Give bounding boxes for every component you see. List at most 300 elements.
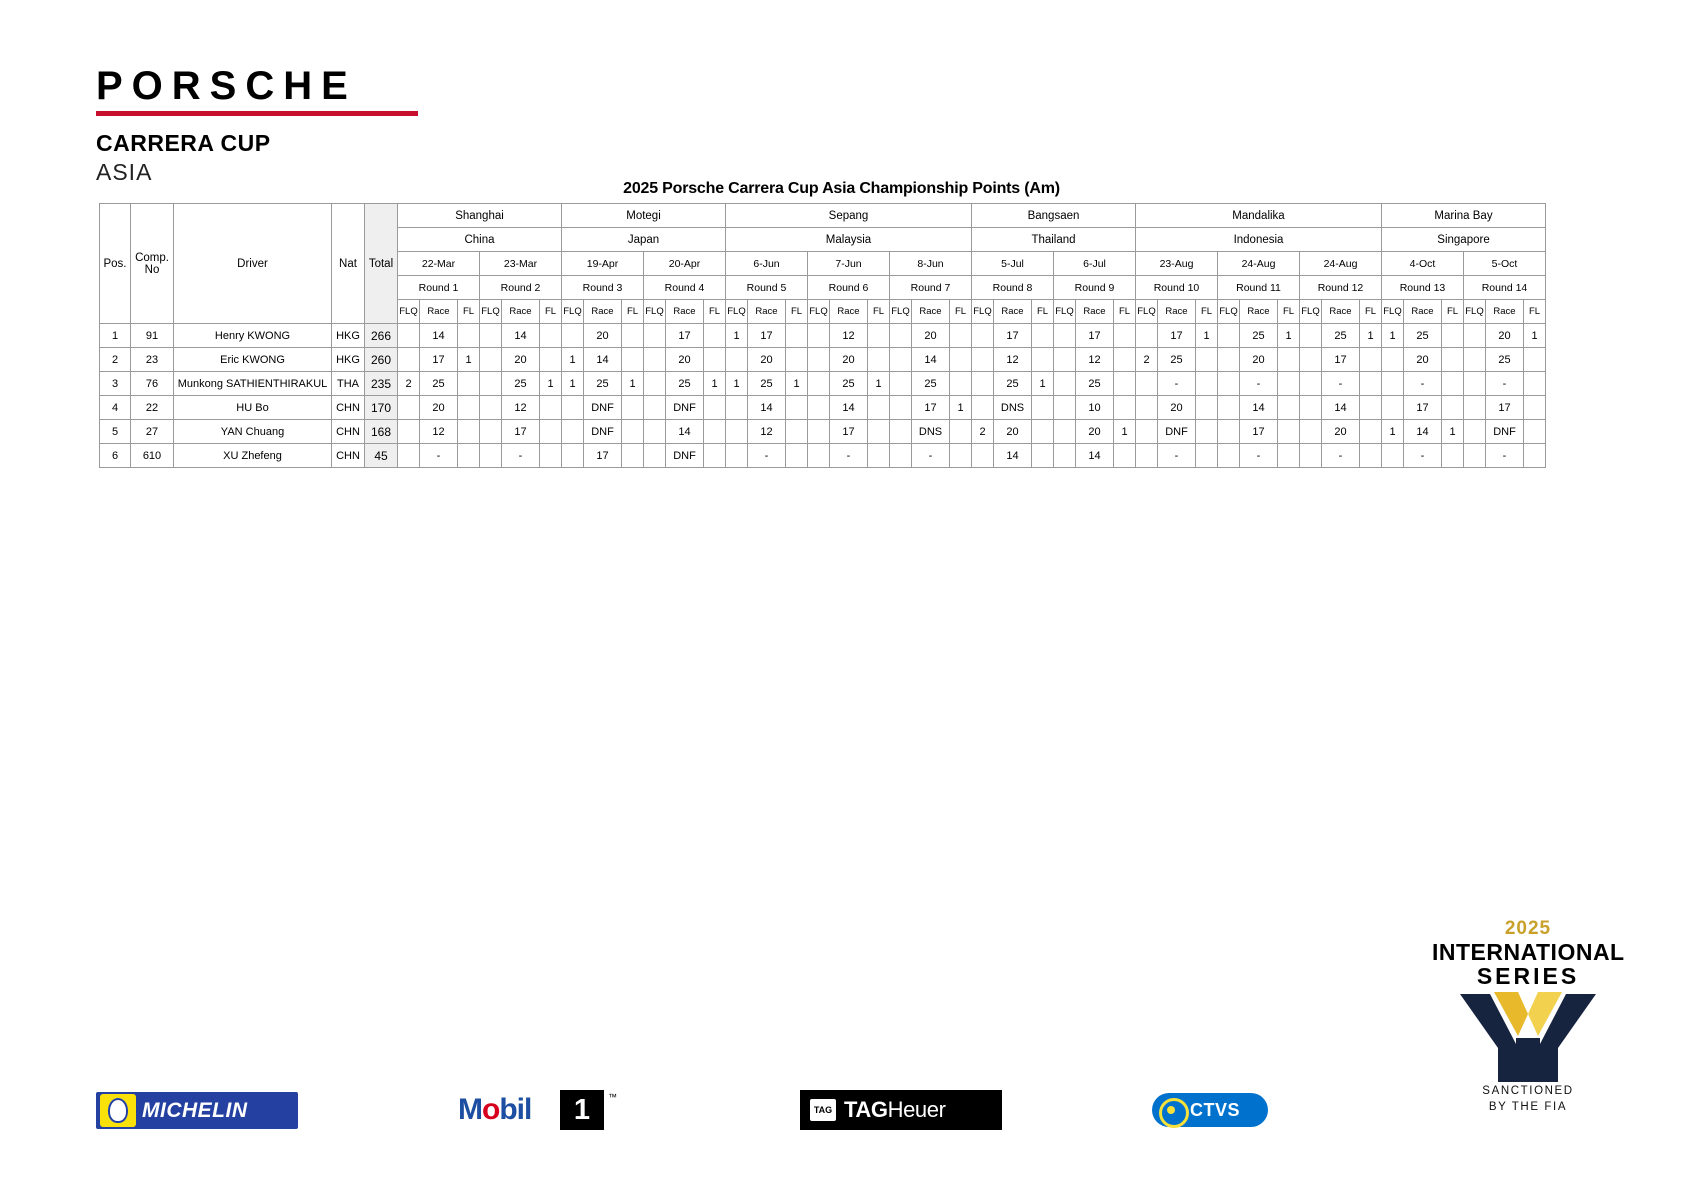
header-round-r10: Round 10 <box>1136 276 1218 300</box>
cell-flq-r10 <box>1136 396 1158 420</box>
porsche-brand-block <box>96 66 436 186</box>
table-row <box>100 324 1546 348</box>
cell-driver: YAN Chuang <box>174 420 332 444</box>
cell-race-r6: 12 <box>830 324 868 348</box>
cell-fl-r6 <box>868 348 890 372</box>
cell-flq-r5: 1 <box>726 324 748 348</box>
mobil-letter-m: M <box>458 1093 482 1126</box>
badge-sanction-line2: BY THE FIA <box>1488 1100 1568 1113</box>
header-race-r3: Race <box>584 300 622 324</box>
porsche-red-rule <box>96 111 418 116</box>
cell-fl-r12 <box>1360 348 1382 372</box>
cell-flq-r9 <box>1054 372 1076 396</box>
tagheuer-shield-icon: TAG <box>810 1099 836 1121</box>
cell-fl-r14 <box>1524 444 1546 468</box>
header-flq-r9: FLQ <box>1054 300 1076 324</box>
cell-fl-r10 <box>1196 372 1218 396</box>
cell-race-r7: 17 <box>912 396 950 420</box>
cell-race-r8: 20 <box>994 420 1032 444</box>
cell-fl-r10: 1 <box>1196 324 1218 348</box>
cell-race-r10: - <box>1158 372 1196 396</box>
cell-race-r5: - <box>748 444 786 468</box>
cell-fl-r9 <box>1114 324 1136 348</box>
header-country-1: China <box>398 228 562 252</box>
header-round-r3: Round 3 <box>562 276 644 300</box>
cell-race-r14: - <box>1486 444 1524 468</box>
tagheuer-wordmark-heuer: Heuer <box>887 1097 946 1122</box>
cell-flq-r2 <box>480 324 502 348</box>
cell-fl-r5 <box>786 348 808 372</box>
cell-race-r6: 25 <box>830 372 868 396</box>
cell-fl-r8 <box>1032 396 1054 420</box>
cell-flq-r11 <box>1218 444 1240 468</box>
cell-flq-r13 <box>1382 348 1404 372</box>
cell-flq-r13 <box>1382 396 1404 420</box>
header-race-r7: Race <box>912 300 950 324</box>
cell-fl-r14 <box>1524 396 1546 420</box>
cell-flq-r6 <box>808 372 830 396</box>
cell-flq-r2 <box>480 396 502 420</box>
header-race-r9: Race <box>1076 300 1114 324</box>
header-flq-r5: FLQ <box>726 300 748 324</box>
cell-flq-r3 <box>562 420 584 444</box>
cell-race-r11: - <box>1240 372 1278 396</box>
cell-flq-r14 <box>1464 324 1486 348</box>
cell-flq-r6 <box>808 420 830 444</box>
cell-race-r14: 20 <box>1486 324 1524 348</box>
cell-position: 3 <box>100 372 131 396</box>
series-name-line1: CARRERA CUP <box>96 130 271 156</box>
cell-flq-r4 <box>644 324 666 348</box>
cell-race-r12: - <box>1322 444 1360 468</box>
cell-fl-r8 <box>1032 420 1054 444</box>
cell-fl-r6 <box>868 444 890 468</box>
cell-fl-r1: 1 <box>458 348 480 372</box>
cell-race-r11: - <box>1240 444 1278 468</box>
cell-fl-r4 <box>704 348 726 372</box>
header-race-r1: Race <box>420 300 458 324</box>
cell-flq-r14 <box>1464 396 1486 420</box>
cell-fl-r13: 1 <box>1442 420 1464 444</box>
header-flq-r6: FLQ <box>808 300 830 324</box>
cell-flq-r1 <box>398 420 420 444</box>
ctvs-logo <box>1152 1093 1268 1127</box>
cell-driver: HU Bo <box>174 396 332 420</box>
cell-race-r13: 14 <box>1404 420 1442 444</box>
badge-graphic <box>1432 992 1624 1084</box>
cell-flq-r8 <box>972 372 994 396</box>
cell-fl-r7: 1 <box>950 396 972 420</box>
cell-fl-r12 <box>1360 420 1382 444</box>
cell-race-r13: - <box>1404 444 1442 468</box>
cell-race-r5: 14 <box>748 396 786 420</box>
cell-flq-r11 <box>1218 372 1240 396</box>
header-comp-no-line1: Comp. <box>135 251 169 264</box>
cell-race-r12: 17 <box>1322 348 1360 372</box>
cell-race-r3: DNF <box>584 420 622 444</box>
tagheuer-wordmark <box>844 1097 946 1123</box>
cell-flq-r7 <box>890 372 912 396</box>
cell-fl-r7 <box>950 420 972 444</box>
header-country-5: Indonesia <box>1136 228 1382 252</box>
header-driver: Driver <box>174 204 332 324</box>
header-pos: Pos. <box>100 204 131 324</box>
cell-race-r1: 25 <box>420 372 458 396</box>
cell-flq-r3 <box>562 444 584 468</box>
cell-fl-r12 <box>1360 396 1382 420</box>
cell-total: 260 <box>365 348 398 372</box>
cell-nationality: HKG <box>332 324 365 348</box>
badge-international-label: INTERNATIONAL <box>1432 939 1625 965</box>
cell-race-r4: DNF <box>666 396 704 420</box>
header-fl-r5: FL <box>786 300 808 324</box>
cell-fl-r6 <box>868 396 890 420</box>
cell-race-r8: 12 <box>994 348 1032 372</box>
cell-flq-r10 <box>1136 372 1158 396</box>
tagheuer-wordmark-tag: TAG <box>844 1097 888 1122</box>
header-date-r11: 24-Aug <box>1218 252 1300 276</box>
cell-fl-r9 <box>1114 444 1136 468</box>
cell-race-r10: 25 <box>1158 348 1196 372</box>
cell-race-r4: 14 <box>666 420 704 444</box>
cell-fl-r5 <box>786 396 808 420</box>
cell-flq-r7 <box>890 420 912 444</box>
header-race-r2: Race <box>502 300 540 324</box>
header-race-r12: Race <box>1322 300 1360 324</box>
cell-race-r2: 12 <box>502 396 540 420</box>
michelin-wordmark: MICHELIN <box>142 1099 248 1122</box>
cell-fl-r7 <box>950 444 972 468</box>
cell-race-r9: 14 <box>1076 444 1114 468</box>
cell-fl-r2 <box>540 348 562 372</box>
cell-driver: Eric KWONG <box>174 348 332 372</box>
header-venue-1: Shanghai <box>398 204 562 228</box>
cell-fl-r3: 1 <box>622 372 644 396</box>
cell-flq-r6 <box>808 324 830 348</box>
header-race-r11: Race <box>1240 300 1278 324</box>
cell-fl-r8 <box>1032 324 1054 348</box>
cell-fl-r8 <box>1032 348 1054 372</box>
badge-wings-icon <box>1432 992 1624 1084</box>
cell-position: 6 <box>100 444 131 468</box>
cell-fl-r1 <box>458 420 480 444</box>
header-race-r6: Race <box>830 300 868 324</box>
ctvs-ring-icon <box>1159 1098 1189 1128</box>
header-fl-r1: FL <box>458 300 480 324</box>
cell-race-r1: 14 <box>420 324 458 348</box>
cell-fl-r3 <box>622 348 644 372</box>
header-venue-5: Mandalika <box>1136 204 1382 228</box>
mobil1-logo <box>458 1090 636 1132</box>
cell-flq-r8 <box>972 348 994 372</box>
cell-flq-r14 <box>1464 420 1486 444</box>
header-country-2: Japan <box>562 228 726 252</box>
cell-flq-r12 <box>1300 420 1322 444</box>
cell-fl-r12: 1 <box>1360 324 1382 348</box>
header-date-r8: 5-Jul <box>972 252 1054 276</box>
header-venue-2: Motegi <box>562 204 726 228</box>
cell-comp-no: 76 <box>131 372 174 396</box>
cell-nationality: CHN <box>332 396 365 420</box>
cell-race-r7: DNS <box>912 420 950 444</box>
cell-flq-r8 <box>972 324 994 348</box>
cell-fl-r11 <box>1278 444 1300 468</box>
page-title-text: 2025 Porsche Carrera Cup Asia Championship Points (Am) <box>623 180 1060 197</box>
cell-flq-r7 <box>890 324 912 348</box>
cell-race-r11: 14 <box>1240 396 1278 420</box>
cell-race-r10: - <box>1158 444 1196 468</box>
header-race-r4: Race <box>666 300 704 324</box>
cell-flq-r14 <box>1464 444 1486 468</box>
header-fl-r14: FL <box>1524 300 1546 324</box>
cell-race-r7: 14 <box>912 348 950 372</box>
badge-year: 2025 <box>1504 918 1552 939</box>
cell-fl-r11: 1 <box>1278 324 1300 348</box>
cell-race-r14: DNF <box>1486 420 1524 444</box>
cell-flq-r4 <box>644 420 666 444</box>
cell-nationality: CHN <box>332 444 365 468</box>
cell-race-r7: 25 <box>912 372 950 396</box>
mobil-wordmark <box>458 1093 531 1127</box>
cell-race-r1: 17 <box>420 348 458 372</box>
cell-flq-r4 <box>644 372 666 396</box>
cell-fl-r12 <box>1360 444 1382 468</box>
header-round-r4: Round 4 <box>644 276 726 300</box>
cell-comp-no: 610 <box>131 444 174 468</box>
cell-position: 5 <box>100 420 131 444</box>
cell-fl-r5 <box>786 420 808 444</box>
header-round-r5: Round 5 <box>726 276 808 300</box>
cell-race-r12: - <box>1322 372 1360 396</box>
cell-fl-r14 <box>1524 372 1546 396</box>
series-name-line2: ASIA <box>96 159 153 185</box>
cell-race-r9: 25 <box>1076 372 1114 396</box>
cell-race-r4: 20 <box>666 348 704 372</box>
tagheuer-logo <box>800 1090 1002 1130</box>
cell-flq-r10 <box>1136 324 1158 348</box>
cell-flq-r3: 1 <box>562 372 584 396</box>
cell-fl-r2 <box>540 324 562 348</box>
cell-race-r3: 14 <box>584 348 622 372</box>
cell-flq-r1 <box>398 324 420 348</box>
cell-fl-r11 <box>1278 396 1300 420</box>
cell-fl-r2: 1 <box>540 372 562 396</box>
cell-race-r5: 25 <box>748 372 786 396</box>
cell-fl-r4 <box>704 420 726 444</box>
cell-flq-r3 <box>562 324 584 348</box>
cell-flq-r8: 2 <box>972 420 994 444</box>
header-race-r8: Race <box>994 300 1032 324</box>
cell-flq-r12 <box>1300 372 1322 396</box>
cell-fl-r1 <box>458 372 480 396</box>
header-fl-r9: FL <box>1114 300 1136 324</box>
cell-flq-r11 <box>1218 420 1240 444</box>
header-flq-r14: FLQ <box>1464 300 1486 324</box>
table-row <box>100 372 1546 396</box>
cell-fl-r2 <box>540 444 562 468</box>
cell-flq-r1 <box>398 348 420 372</box>
cell-flq-r10 <box>1136 420 1158 444</box>
cell-flq-r5: 1 <box>726 372 748 396</box>
cell-fl-r8 <box>1032 444 1054 468</box>
cell-race-r11: 17 <box>1240 420 1278 444</box>
cell-flq-r9 <box>1054 348 1076 372</box>
standings-table <box>99 203 1546 468</box>
cell-fl-r13 <box>1442 396 1464 420</box>
header-flq-r10: FLQ <box>1136 300 1158 324</box>
cell-race-r8: 25 <box>994 372 1032 396</box>
header-date-r9: 6-Jul <box>1054 252 1136 276</box>
header-flq-r7: FLQ <box>890 300 912 324</box>
cell-nationality: CHN <box>332 420 365 444</box>
cell-race-r8: 14 <box>994 444 1032 468</box>
cell-flq-r7 <box>890 396 912 420</box>
cell-fl-r9 <box>1114 396 1136 420</box>
header-date-r13: 4-Oct <box>1382 252 1464 276</box>
header-fl-r12: FL <box>1360 300 1382 324</box>
mobil-letter-o: o <box>482 1093 500 1126</box>
header-date-r2: 23-Mar <box>480 252 562 276</box>
cell-flq-r1: 2 <box>398 372 420 396</box>
header-race-r13: Race <box>1404 300 1442 324</box>
cell-flq-r9 <box>1054 444 1076 468</box>
header-venue-6: Marina Bay <box>1382 204 1546 228</box>
header-flq-r3: FLQ <box>562 300 584 324</box>
cell-fl-r3 <box>622 444 644 468</box>
cell-fl-r4 <box>704 396 726 420</box>
cell-flq-r12 <box>1300 324 1322 348</box>
header-round-r11: Round 11 <box>1218 276 1300 300</box>
header-round-r6: Round 6 <box>808 276 890 300</box>
cell-flq-r10: 2 <box>1136 348 1158 372</box>
cell-race-r3: DNF <box>584 396 622 420</box>
header-date-r5: 6-Jun <box>726 252 808 276</box>
cell-flq-r9 <box>1054 420 1076 444</box>
cell-race-r3: 17 <box>584 444 622 468</box>
cell-race-r14: 17 <box>1486 396 1524 420</box>
cell-race-r13: 20 <box>1404 348 1442 372</box>
table-row <box>100 348 1546 372</box>
cell-flq-r13 <box>1382 444 1404 468</box>
porsche-wordmark: PORSCHE <box>96 64 357 108</box>
header-flq-r12: FLQ <box>1300 300 1322 324</box>
cell-flq-r2 <box>480 372 502 396</box>
cell-flq-r2 <box>480 348 502 372</box>
cell-flq-r3: 1 <box>562 348 584 372</box>
cell-fl-r13 <box>1442 444 1464 468</box>
header-race-r5: Race <box>748 300 786 324</box>
cell-fl-r2 <box>540 396 562 420</box>
cell-driver: Henry KWONG <box>174 324 332 348</box>
table-header <box>100 204 1546 324</box>
cell-flq-r12 <box>1300 396 1322 420</box>
header-round-r7: Round 7 <box>890 276 972 300</box>
cell-flq-r13: 1 <box>1382 420 1404 444</box>
cell-fl-r1 <box>458 396 480 420</box>
cell-flq-r8 <box>972 444 994 468</box>
cell-fl-r4 <box>704 444 726 468</box>
cell-fl-r9 <box>1114 372 1136 396</box>
header-country-6: Singapore <box>1382 228 1546 252</box>
cell-fl-r7 <box>950 348 972 372</box>
cell-race-r1: 12 <box>420 420 458 444</box>
cell-fl-r4 <box>704 324 726 348</box>
header-flq-r1: FLQ <box>398 300 420 324</box>
cell-flq-r2 <box>480 444 502 468</box>
cell-position: 2 <box>100 348 131 372</box>
cell-flq-r11 <box>1218 396 1240 420</box>
cell-race-r8: 17 <box>994 324 1032 348</box>
header-row-venue <box>100 204 1546 228</box>
header-round-r1: Round 1 <box>398 276 480 300</box>
cell-flq-r2 <box>480 420 502 444</box>
cell-race-r9: 10 <box>1076 396 1114 420</box>
table-row <box>100 444 1546 468</box>
table-row <box>100 396 1546 420</box>
header-date-r3: 19-Apr <box>562 252 644 276</box>
cell-fl-r10 <box>1196 348 1218 372</box>
cell-flq-r5 <box>726 348 748 372</box>
cell-driver: Munkong SATHIENTHIRAKUL <box>174 372 332 396</box>
cell-fl-r13 <box>1442 324 1464 348</box>
header-total: Total <box>365 204 398 324</box>
cell-race-r2: 14 <box>502 324 540 348</box>
cell-race-r9: 17 <box>1076 324 1114 348</box>
cell-fl-r6 <box>868 420 890 444</box>
header-fl-r13: FL <box>1442 300 1464 324</box>
header-date-r6: 7-Jun <box>808 252 890 276</box>
cell-race-r12: 20 <box>1322 420 1360 444</box>
cell-flq-r14 <box>1464 372 1486 396</box>
cell-fl-r9 <box>1114 348 1136 372</box>
cell-race-r14: - <box>1486 372 1524 396</box>
cell-race-r7: 20 <box>912 324 950 348</box>
header-flq-r4: FLQ <box>644 300 666 324</box>
header-race-r10: Race <box>1158 300 1196 324</box>
header-fl-r3: FL <box>622 300 644 324</box>
cell-fl-r14: 1 <box>1524 324 1546 348</box>
cell-race-r13: 17 <box>1404 396 1442 420</box>
cell-flq-r4 <box>644 396 666 420</box>
cell-total: 45 <box>365 444 398 468</box>
cell-total: 266 <box>365 324 398 348</box>
header-fl-r10: FL <box>1196 300 1218 324</box>
cell-race-r13: 25 <box>1404 324 1442 348</box>
cell-race-r6: - <box>830 444 868 468</box>
badge-sanction-line1: SANCTIONED <box>1482 1085 1574 1098</box>
cell-race-r4: DNF <box>666 444 704 468</box>
table-body <box>100 324 1546 468</box>
cell-fl-r1 <box>458 324 480 348</box>
cell-flq-r9 <box>1054 324 1076 348</box>
cell-race-r4: 25 <box>666 372 704 396</box>
cell-flq-r11 <box>1218 324 1240 348</box>
cell-race-r10: DNF <box>1158 420 1196 444</box>
cell-flq-r9 <box>1054 396 1076 420</box>
cell-race-r6: 14 <box>830 396 868 420</box>
cell-flq-r5 <box>726 396 748 420</box>
cell-race-r11: 20 <box>1240 348 1278 372</box>
header-round-r8: Round 8 <box>972 276 1054 300</box>
cell-race-r5: 17 <box>748 324 786 348</box>
header-nat: Nat <box>332 204 365 324</box>
cell-race-r1: 20 <box>420 396 458 420</box>
cell-race-r9: 12 <box>1076 348 1114 372</box>
cell-fl-r7 <box>950 324 972 348</box>
cell-nationality: THA <box>332 372 365 396</box>
header-venue-4: Bangsaen <box>972 204 1136 228</box>
header-fl-r8: FL <box>1032 300 1054 324</box>
